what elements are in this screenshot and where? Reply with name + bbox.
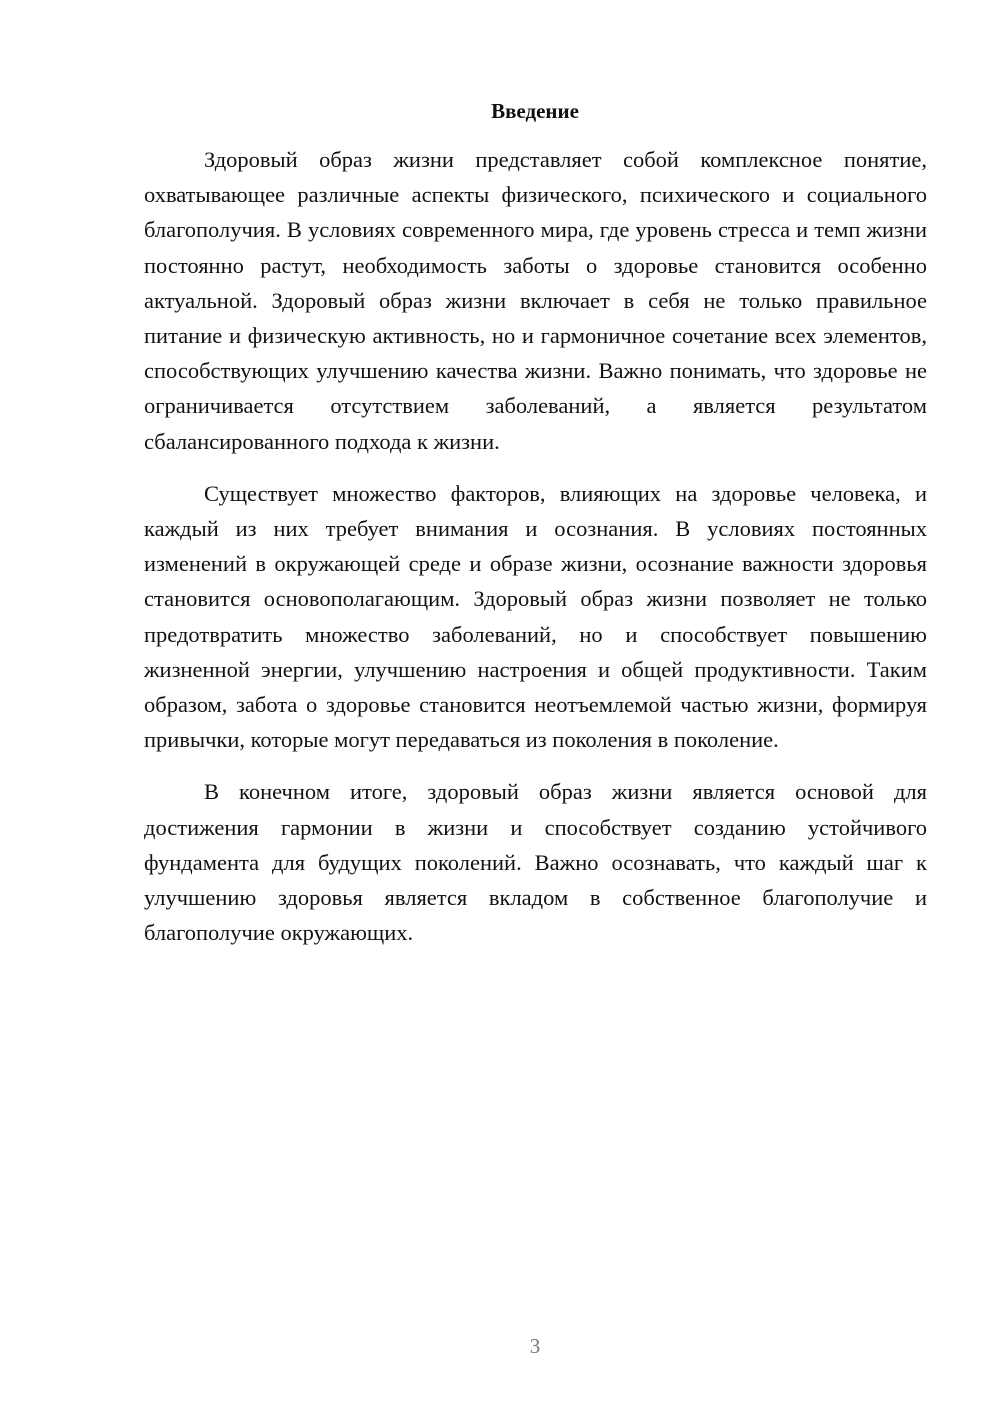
paragraph-1: Здоровый образ жизни представляет собой комплексное понятие, охватывающее различные аспекты физического, психического и социального благополучия. В условиях современного мира, где уровень стресса и темп жизни постоянно растут, необходимость заботы о здоровье становится особенно актуальной. Здоровый образ жизни включает в себя не только правильное питание и физическую активность, но и гармоничное сочетание всех элементов, способствующих улучшению качества жизни. Важно понимать, что здоровье не ограничивается отсутствием заболеваний, а является результатом сбалансированного подхода к жизни.: [144, 147, 927, 454]
document-body: [144, 142, 927, 967]
paragraph-3: В конечном итоге, здоровый образ жизни является основой для достижения гармонии в жизни и способствует созданию устойчивого фундамента для будущих поколений. Важно осознавать, что каждый шаг к улучшению здоровья является вкладом в собственное благополучие и благополучие окружающих.: [144, 779, 927, 946]
section-title: Введение: [491, 99, 579, 123]
paragraph-2: Существует множество факторов, влияющих на здоровье человека, и каждый из них требует внимания и осознания. В условиях постоянных изменений в окружающей среде и образе жизни, осознание важности здоровья становится основополагающим. Здоровый образ жизни позволяет не только предотвратить множество заболеваний, но и способствует повышению жизненной энергии, улучшению настроения и общей продуктивности. Таким образом, забота о здоровье становится неотъемлемой частью жизни, формируя привычки, которые могут передаваться из поколения в поколение.: [144, 480, 927, 753]
page-number: 3: [529, 1334, 541, 1358]
